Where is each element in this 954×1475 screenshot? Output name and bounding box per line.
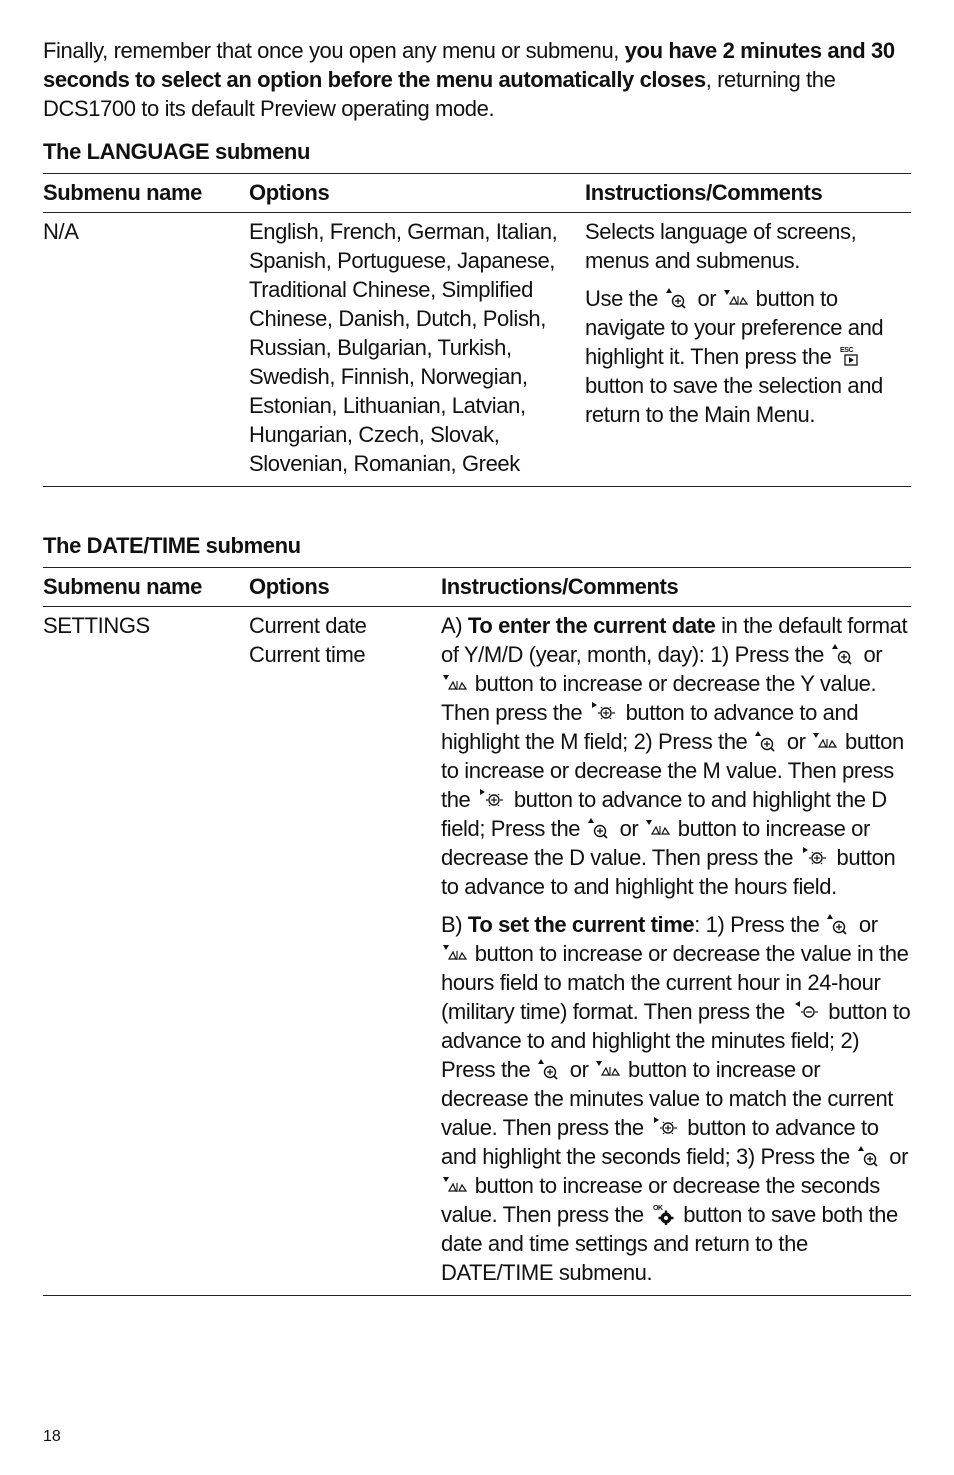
brightness-right-icon xyxy=(652,1116,680,1138)
intro-text-start: Finally, remember that once you open any menu or submenu, xyxy=(43,38,625,63)
zoom-in-up-icon xyxy=(832,643,856,665)
zoom-in-up-icon xyxy=(858,1145,882,1167)
text: button to save both the date and time settings and return to the DATE/TIME submenu. xyxy=(441,1202,898,1285)
text-emphasis: To set the current time xyxy=(467,912,695,937)
text: or xyxy=(569,1057,589,1082)
brightness-left-icon xyxy=(793,1000,821,1022)
zoom-out-down-icon xyxy=(443,1174,467,1196)
brightness-right-icon xyxy=(478,788,506,810)
text: button to advance to and highlight the minutes field; 2) Press the xyxy=(441,999,911,1082)
zoom-out-down-icon xyxy=(443,672,467,694)
language-section-title: The LANGUAGE submenu xyxy=(43,139,311,164)
page-number: 18 xyxy=(43,1428,61,1445)
intro-text-emphasis: you have 2 minutes and 30 seconds to select an option before the menu automatically closes xyxy=(43,38,895,92)
submenu-name-cell: SETTINGS xyxy=(43,607,249,1296)
esc-play-icon xyxy=(839,345,863,367)
zoom-out-down-icon xyxy=(813,730,837,752)
text: button to advance to and highlight the hours field. xyxy=(441,845,896,899)
submenu-name-cell: N/A xyxy=(43,213,249,487)
table-row xyxy=(43,607,911,1296)
text: button to advance to and highlight the seconds field; 3) Press the xyxy=(441,1115,879,1169)
zoom-out-down-icon xyxy=(724,287,748,309)
column-header-options: Options xyxy=(249,174,585,213)
brightness-right-icon xyxy=(801,846,829,868)
text: button to increase or decrease the D value. Then press the xyxy=(441,816,870,870)
option-current-date: Current date xyxy=(249,613,367,638)
column-header-instructions: Instructions/Comments xyxy=(585,174,911,213)
text: B) xyxy=(441,912,468,937)
instructions-cell xyxy=(585,213,911,487)
table-row xyxy=(43,213,911,487)
zoom-out-down-icon xyxy=(443,942,467,964)
text: button to save the selection and return to the Main Menu. xyxy=(585,373,883,427)
text: or xyxy=(619,816,639,841)
text: button to navigate to your preference and highlight it. Then press the xyxy=(585,286,884,369)
option-current-time: Current time xyxy=(249,642,366,667)
text: or xyxy=(858,912,878,937)
language-table xyxy=(43,173,911,487)
zoom-in-up-icon xyxy=(755,730,779,752)
ok-gear-icon xyxy=(652,1203,676,1225)
intro-paragraph xyxy=(43,36,911,123)
text: button to increase or decrease the seconds value. Then press the xyxy=(441,1173,880,1227)
options-cell xyxy=(249,607,441,1296)
zoom-out-down-icon xyxy=(596,1058,620,1080)
text-emphasis: To enter the current date xyxy=(467,613,716,638)
text: button to advance to and highlight the M field; 2) Press the xyxy=(441,700,859,754)
datetime-section-title: The DATE/TIME submenu xyxy=(43,533,301,558)
comment-text xyxy=(585,284,911,429)
text: or xyxy=(889,1144,909,1169)
instructions-cell xyxy=(441,607,911,1296)
text: : 1) Press the xyxy=(694,912,820,937)
options-cell: English, French, German, Italian, Spanish, Portuguese, Japanese, Traditional Chinese, Simplified Chinese, Danish, Dutch, Polish, Russian, Bulgarian, Turkish, Swedish, Finnish, Norwegian, Estonian, Lithuanian, Latvian, Hungarian, Czech, Slovak, Slovenian, Romanian, Greek xyxy=(249,213,585,487)
manual-page xyxy=(43,36,911,1296)
text: in the default format of Y/M/D (year, month, day): 1) Press the xyxy=(441,613,908,667)
text: A) xyxy=(441,613,468,638)
text: button to increase or decrease the Y value. Then press the xyxy=(441,671,877,725)
instruction-a xyxy=(441,611,911,901)
zoom-in-up-icon xyxy=(666,287,690,309)
text: button to increase or decrease the minutes value to match the current value. Then press the xyxy=(441,1057,894,1140)
column-header-submenu-name: Submenu name xyxy=(43,174,249,213)
column-header-submenu-name: Submenu name xyxy=(43,568,249,607)
zoom-in-up-icon xyxy=(827,913,851,935)
intro-text-end: , returning the DCS1700 to its default Preview operating mode. xyxy=(43,67,836,121)
zoom-in-up-icon xyxy=(588,817,612,839)
text: or xyxy=(863,642,883,667)
column-header-instructions: Instructions/Comments xyxy=(441,568,911,607)
text: Use the xyxy=(585,286,659,311)
datetime-table xyxy=(43,567,911,1296)
text: or xyxy=(786,729,806,754)
comment-text: Selects language of screens, menus and submenus. xyxy=(585,219,857,273)
text: button to increase or decrease the M value. Then press the xyxy=(441,729,904,812)
brightness-right-icon xyxy=(590,701,618,723)
zoom-out-down-icon xyxy=(646,817,670,839)
text: button to increase or decrease the value in the hours field to match the current hour in 24-hour (military time) format. Then press the xyxy=(441,941,909,1024)
instruction-b xyxy=(441,910,911,1287)
column-header-options: Options xyxy=(249,568,441,607)
zoom-in-up-icon xyxy=(538,1058,562,1080)
text: or xyxy=(697,286,717,311)
text: button to advance to and highlight the D field; Press the xyxy=(441,787,887,841)
